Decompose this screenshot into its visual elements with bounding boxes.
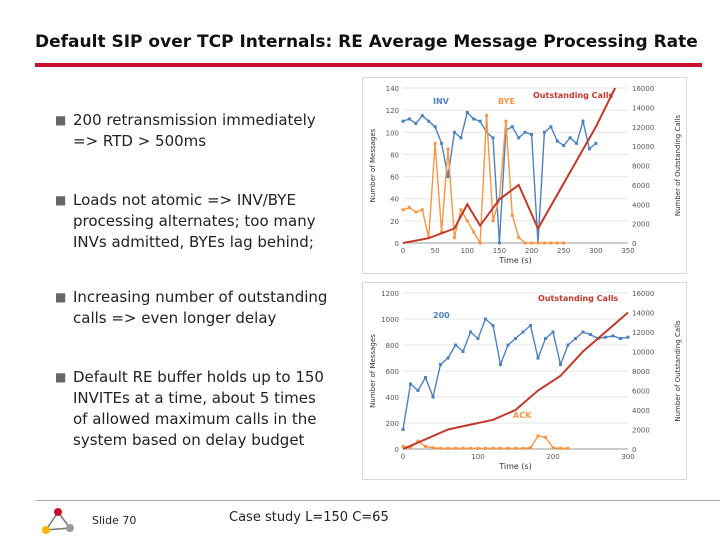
data-point [543,242,546,245]
data-point [424,445,427,448]
y-tick-label: 400 [385,394,399,402]
x-tick-label: 100 [460,247,474,255]
chart-inv-bye [362,77,687,274]
data-point [524,242,527,245]
data-point [492,447,495,450]
case-study-label: Case study L=150 C=65 [229,510,389,525]
y-tick-label: 80 [390,151,399,160]
data-point [514,447,517,450]
data-point [439,363,442,366]
data-point [402,208,405,211]
x-axis-label: Time (s) [499,256,532,265]
y-tick-label: 1000 [381,316,399,324]
data-point [604,336,607,339]
y2-tick-label: 10000 [632,143,655,152]
data-point [543,131,546,134]
bullet-text: Increasing number of outstanding calls => even longer delay [73,288,328,327]
data-point [472,230,475,233]
data-point [619,337,622,340]
series-label: Outstanding Calls [538,294,619,303]
data-point [530,242,533,245]
data-point [427,120,430,123]
data-point [544,436,547,439]
data-point [462,350,465,353]
data-point [454,344,457,347]
data-point [479,120,482,123]
y-tick-label: 0 [394,240,399,248]
x-tick-label: 0 [400,247,406,255]
data-point [594,142,597,145]
data-point [524,131,527,134]
x-tick-label: 300 [589,247,603,255]
data-point [434,142,437,145]
data-point [414,211,417,214]
data-point [559,363,562,366]
y2-tick-label: 0 [632,240,637,248]
bullet-text: Default RE buffer holds up to 150 INVITEs at a time, about 5 times of allowed maximum calls in the system based on delay budget [73,368,324,449]
data-point [514,337,517,340]
series-label: BYE [498,97,515,106]
data-point [522,447,525,450]
x-tick-label: 200 [546,453,560,461]
y-tick-label: 200 [385,420,399,428]
bullet-text: Loads not atomic => INV/BYE processing alternates; too many INVs admitted, BYEs lag behind; [73,191,316,251]
y-tick-label: 120 [385,107,399,116]
series-label: INV [433,97,449,106]
data-point [556,242,559,245]
data-point [544,337,547,340]
y2-tick-label: 12000 [632,123,655,132]
data-point [574,337,577,340]
slide-number: Slide 70 [92,514,137,527]
data-point [484,447,487,450]
data-point [469,331,472,334]
slide-title: Default SIP over TCP Internals: RE Average Message Processing Rate [35,32,698,52]
data-point [507,344,510,347]
data-point [402,120,405,123]
bullet-square-icon: ■ [55,370,67,384]
data-point [492,219,495,222]
data-point [447,447,450,450]
data-point [472,118,475,121]
data-point [588,147,591,150]
data-point [402,428,405,431]
data-point [562,144,565,147]
data-point [552,331,555,334]
data-point [504,120,507,123]
data-point [530,133,533,136]
data-point [499,447,502,450]
data-point [447,175,450,178]
bullet-text: 200 retransmission immediately => RTD > 500ms [73,111,316,150]
x-tick-label: 200 [524,247,539,255]
data-point [567,447,570,450]
data-point [453,131,456,134]
bullet-item [55,367,355,451]
data-point [459,136,462,139]
y2-tick-label: 8000 [632,368,650,376]
data-point [462,447,465,450]
x-tick-label: 0 [400,453,406,461]
data-point [402,445,405,448]
data-point [484,318,487,321]
y-tick-label: 140 [385,85,399,93]
data-point [477,447,480,450]
y2-tick-label: 4000 [632,201,650,210]
data-point [434,125,437,128]
data-point [439,447,442,450]
data-point [453,236,456,239]
data-point [447,147,450,150]
data-point [479,242,482,245]
data-point [552,446,555,449]
footer-logo [36,506,76,538]
y2-tick-label: 12000 [632,329,655,337]
y2-tick-label: 6000 [632,387,650,396]
x-tick-label: 100 [471,453,485,461]
data-point [459,208,462,211]
y-tick-label: 1200 [381,290,399,298]
y2-tick-label: 14000 [632,104,655,113]
data-point [549,242,552,245]
data-point [575,142,578,145]
data-point [511,214,514,217]
y2-tick-label: 0 [632,446,637,454]
x-axis-label: Time (s) [499,462,532,471]
bullet-item [55,110,355,152]
y2-tick-label: 16000 [632,290,655,298]
y2-tick-label: 10000 [632,348,655,357]
title-underline [35,63,702,67]
data-point [511,125,514,128]
x-tick-label: 50 [430,247,440,255]
data-point [424,376,427,379]
y-tick-label: 0 [394,446,399,454]
data-point [417,389,420,392]
data-point [556,140,559,143]
data-point [499,363,502,366]
data-point [507,447,510,450]
chart-inv-bye-svg [363,78,686,273]
y-tick-label: 20 [390,217,399,226]
y-axis-label: Number of Messages [369,334,377,408]
data-point [466,219,469,222]
data-point [469,447,472,450]
y2-tick-label: 8000 [632,162,650,171]
data-point [492,324,495,327]
data-point [408,206,411,209]
y-tick-label: 40 [390,195,399,204]
data-point [589,333,592,336]
x-tick-label: 150 [492,247,507,255]
bullet-square-icon: ■ [55,193,67,207]
x-tick-label: 350 [621,247,635,255]
y-tick-label: 100 [385,129,399,138]
chart-200-ack-svg [363,283,686,479]
data-point [627,336,630,339]
data-point [567,344,570,347]
y2-tick-label: 2000 [632,220,650,229]
data-point [409,383,412,386]
data-point [498,242,501,245]
data-point [477,337,480,340]
data-point [432,446,435,449]
data-point [582,120,585,123]
y-tick-label: 600 [385,368,399,376]
y2-tick-label: 4000 [632,407,650,415]
data-point [582,331,585,334]
data-point [408,118,411,121]
y-tick-label: 60 [390,173,399,182]
data-point [537,357,540,360]
data-point [569,136,572,139]
data-point [454,447,457,450]
y2-axis-label: Number of Outstanding Calls [674,320,682,422]
x-tick-label: 300 [621,453,635,461]
series-label: Outstanding Calls [533,91,614,100]
data-point [432,396,435,399]
y2-tick-label: 14000 [632,309,655,318]
data-point [559,447,562,450]
series-label: 200 [433,311,450,320]
data-point [447,357,450,360]
y2-axis-label: Number of Outstanding Calls [674,114,682,217]
bullet-square-icon: ■ [55,290,67,304]
bullet-item [55,287,355,329]
chart-200-ack [362,282,687,480]
data-point [522,331,525,334]
y-tick-label: 800 [385,342,399,350]
x-tick-label: 250 [557,247,571,255]
data-point [529,324,532,327]
data-point [517,136,520,139]
y2-tick-label: 6000 [632,181,650,190]
data-point [485,114,488,117]
data-point [421,114,424,117]
series-label: ACK [513,411,532,420]
data-point [466,111,469,114]
y2-tick-label: 2000 [632,426,650,435]
data-point [529,446,532,449]
data-point [517,236,520,239]
y2-tick-label: 16000 [632,85,655,93]
footer-divider [36,500,720,501]
data-point [492,136,495,139]
data-point [414,122,417,125]
data-point [537,435,540,438]
data-point [549,125,552,128]
data-point [562,242,565,245]
data-point [440,142,443,145]
y-axis-label: Number of Messages [369,128,377,203]
bullet-item [55,190,355,253]
data-point [612,334,615,337]
bullet-square-icon: ■ [55,113,67,127]
data-point [537,242,540,245]
data-point [421,208,424,211]
